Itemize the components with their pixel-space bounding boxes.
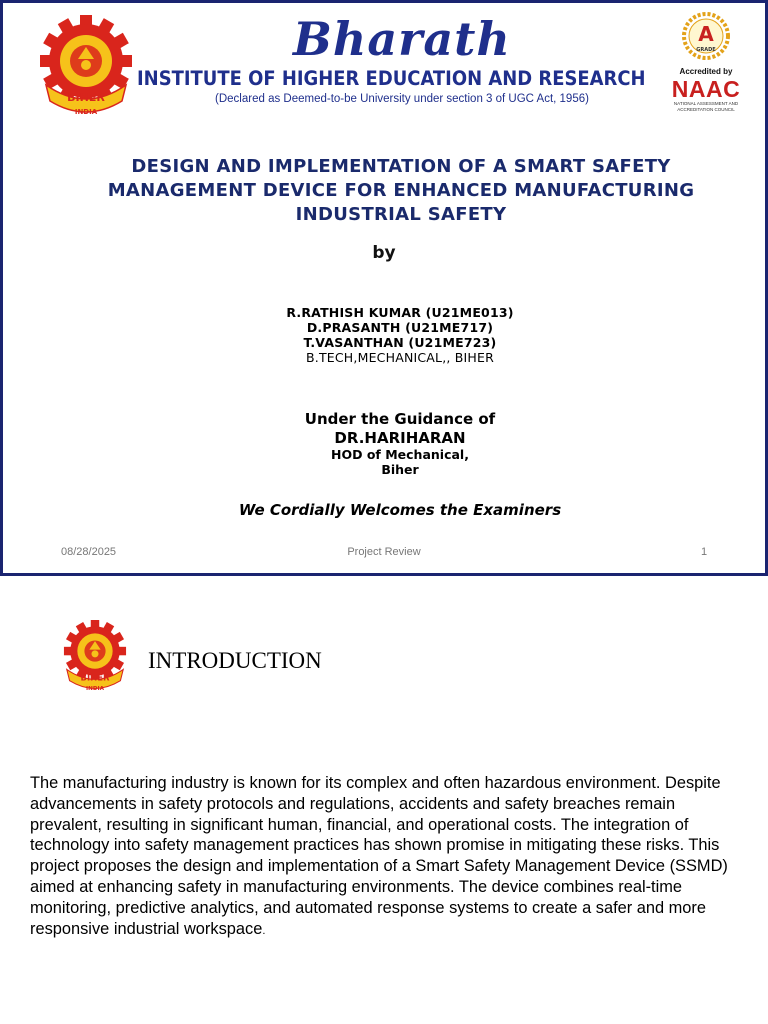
- naac-name: NAAC: [671, 76, 741, 102]
- naac-grade-caption: GRADE: [696, 47, 716, 53]
- introduction-heading: INTRODUCTION: [148, 648, 322, 673]
- logo-india-text: INDIA: [74, 108, 98, 116]
- footer-date: 08/28/2025: [61, 546, 117, 558]
- naac-accredited-label: Accredited by: [679, 67, 733, 76]
- brand-wordmark: Bharath: [293, 12, 511, 66]
- program-label: B.TECH,MECHANICAL,, BIHER: [306, 350, 494, 365]
- welcome-message: We Cordially Welcomes the Examiners: [238, 501, 562, 519]
- introduction-body: [30, 773, 730, 941]
- introduction-text: The manufacturing industry is known for its complex and often hazardous environment. Despite advancements in safety protocols and regulations, accidents and safety breaches remain prevalent, resulting in significant human, financial, and operational costs. The integration of technology into safety management practices has shown promise in mitigating these risks. This project proposes the design and implementation of a Smart Safety Management Device (SSMD) aimed at enhancing safety in manufacturing environments. The device combines real-time monitoring, predictive analytics, and automated response systems to create a safer and more responsive industrial workspace: [30, 774, 728, 938]
- biher-logo: [40, 15, 132, 117]
- logo-small-biher-text: BIHER: [80, 672, 110, 683]
- student-2: D.PRASANTH (U21ME717): [306, 320, 494, 335]
- naac-badge: [667, 9, 745, 117]
- introduction-end-period: .: [262, 924, 266, 937]
- footer-page-number: 1: [701, 546, 708, 558]
- guidance-block: [3, 410, 768, 477]
- institution-declaration: (Declared as Deemed-to-be University under section 3 of UGC Act, 1956): [215, 93, 589, 105]
- student-list: [3, 305, 768, 365]
- logo-small-india-text: INDIA: [86, 685, 104, 692]
- footer-title: Project Review: [347, 546, 421, 558]
- grade-a-seal-icon: [667, 9, 745, 67]
- guide-role: HOD of Mechanical,: [331, 447, 469, 462]
- student-1: R.RATHISH KUMAR (U21ME013): [286, 305, 514, 320]
- naac-fullname-1: NATIONAL ASSESSMENT AND: [673, 101, 739, 106]
- institution-name: INSTITUTE OF HIGHER EDUCATION AND RESEARCH: [137, 67, 646, 90]
- logo-biher-text: BIHER: [67, 91, 105, 104]
- title-line-3: INDUSTRIAL SAFETY: [295, 204, 507, 225]
- guide-institute: Biher: [381, 462, 419, 477]
- student-3: T.VASANTHAN (U21ME723): [303, 335, 497, 350]
- guide-name: DR.HARIHARAN: [334, 429, 466, 447]
- project-title: [63, 155, 739, 227]
- biher-logo-small: [62, 620, 128, 692]
- by-label: by: [372, 243, 396, 263]
- naac-grade: A: [698, 22, 714, 46]
- guidance-label: Under the Guidance of: [304, 410, 496, 428]
- title-line-2: MANAGEMENT DEVICE FOR ENHANCED MANUFACTURING: [107, 180, 695, 201]
- naac-fullname-2: ACCREDITATION COUNCIL: [677, 107, 735, 112]
- title-line-1: DESIGN AND IMPLEMENTATION OF A SMART SAFETY: [131, 156, 671, 177]
